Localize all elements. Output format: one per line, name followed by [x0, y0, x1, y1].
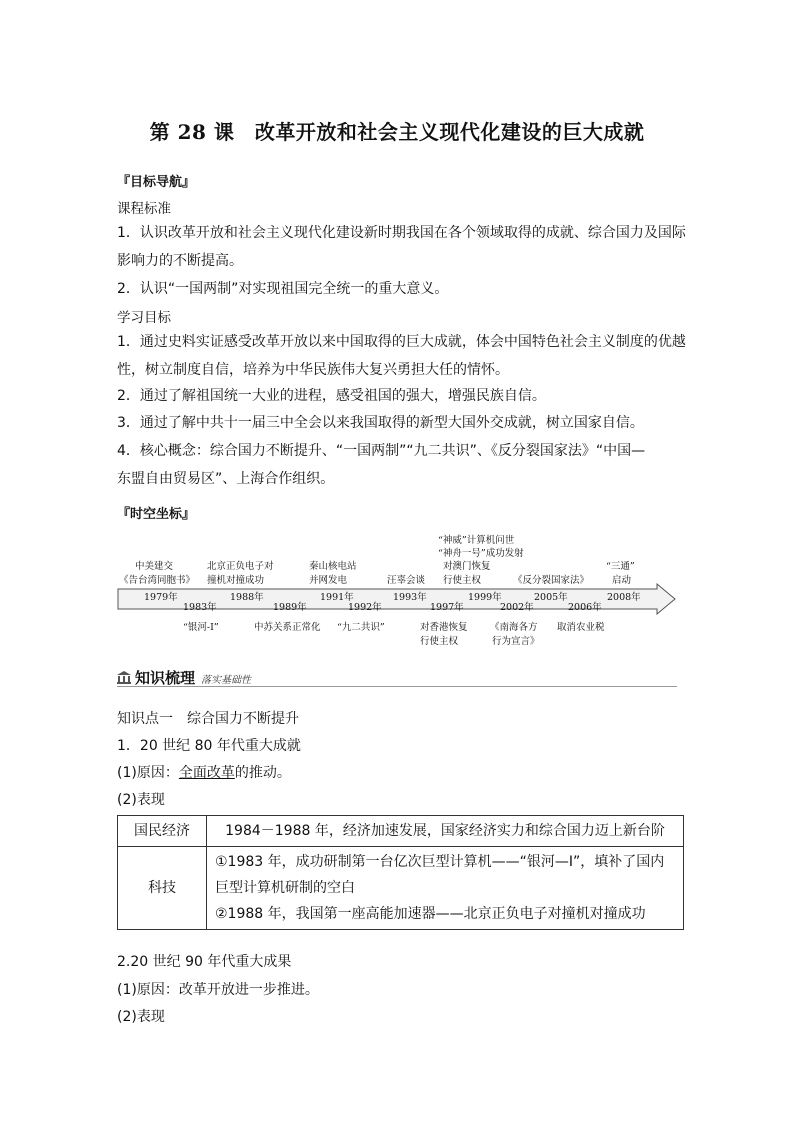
learning-goal-line: 东盟自由贸易区”、上海合作组织。: [117, 471, 335, 487]
building-icon: [117, 671, 131, 684]
timeline-year: 2006年: [568, 602, 602, 613]
course-standard-line: 1．认识改革开放和社会主义现代化建设新时期我国在各个领域取得的成就、综合国力及国际: [117, 225, 686, 241]
kp-item: 1．20 世纪 80 年代重大成就: [117, 738, 301, 754]
timeline-year: 2008年: [607, 592, 641, 603]
timeline-year: 1992年: [348, 602, 382, 613]
timeline-year: 2005年: [534, 592, 568, 603]
timeline-year: 1993年: [393, 592, 427, 603]
kp-cause: (1)原因：改革开放进一步推进。: [117, 982, 319, 998]
timeline-event: 撞机对撞成功: [207, 575, 265, 586]
timeline-event: 行使主权: [420, 636, 459, 647]
timeline-heading: 『时空坐标』: [117, 507, 196, 522]
timeline-event: “三通”: [606, 561, 635, 572]
timeline-event: 秦山核电站: [309, 561, 357, 572]
timeline-event: 《告台湾同胞书》: [119, 575, 196, 586]
kp-performance: (2)表现: [117, 1009, 165, 1025]
timeline-year: 1979年: [144, 592, 178, 603]
course-standard-line: 2．认识“一国两制”对实现祖国完全统一的重大意义。: [117, 281, 449, 297]
timeline-event: “神舟一号”成功发射: [438, 548, 524, 559]
table-cell-text: [207, 847, 684, 930]
timeline-event: “神威”计算机问世: [438, 535, 515, 546]
timeline-year: 2002年: [500, 602, 534, 613]
kp-heading: 知识点一 综合国力不断提升: [117, 711, 299, 727]
table-cell-label: 科技: [118, 847, 207, 930]
timeline-event: 行为宣言》: [492, 636, 540, 647]
timeline-event: 中苏关系正常化: [254, 622, 321, 633]
timeline-event: 对澳门恢复: [443, 561, 491, 572]
timeline-event: 中美建交: [135, 561, 174, 572]
timeline-event: 并网发电: [309, 575, 348, 586]
timeline-event: 对香港恢复: [420, 622, 468, 633]
cause-prefix: (1)原因：: [117, 765, 179, 781]
learning-goal-line: 3．通过了解中共十一届三中全会以来我国取得的新型大国外交成就，树立国家自信。: [117, 415, 644, 431]
timeline-event: 北京正负电子对: [207, 561, 274, 572]
table-line: 巨型计算机研制的空白: [215, 880, 355, 896]
timeline-event: “银河-I”: [183, 622, 219, 633]
learning-goal-line: 2．通过了解祖国统一大业的进程，感受祖国的强大，增强民族自信。: [117, 388, 546, 404]
target-nav-heading: 『目标导航』: [117, 175, 196, 190]
table-cell-label: 国民经济: [118, 816, 207, 847]
timeline-event: 取消农业税: [557, 622, 605, 633]
learning-goal-line: 性，树立制度自信，培养为中华民族伟大复兴勇担大任的情怀。: [117, 362, 509, 378]
cause-suffix: 的推动。: [234, 765, 291, 781]
timeline-event: 汪辜会谈: [387, 575, 426, 586]
section-subtitle: 落实基础性: [201, 675, 252, 686]
course-standard-line: 影响力的不断提高。: [117, 253, 243, 269]
learning-goal-line: 1．通过史料实证感受改革开放以来中国取得的巨大成就，体会中国特色社会主义制度的优越: [117, 334, 686, 350]
table-line: ②1988 年，我国第一座高能加速器——北京正负电子对撞机对撞成功: [215, 906, 646, 922]
timeline-year: 1988年: [230, 592, 264, 603]
kp-performance: (2)表现: [117, 792, 165, 808]
timeline-year: 1983年: [183, 602, 217, 613]
kp-item: 2.20 世纪 90 年代重大成果: [117, 954, 292, 970]
learning-goal-line: 4．核心概念：综合国力不断提升、“一国两制”“九二共识”、《反分裂国家法》“中国—: [117, 443, 646, 459]
cause-key: 全面改革: [178, 765, 235, 781]
section-divider: [117, 686, 677, 687]
timeline-event: 《反分裂国家法》: [513, 575, 590, 586]
timeline-year: 1997年: [430, 602, 464, 613]
timeline-event: 行使主权: [443, 575, 482, 586]
timeline-year: 1991年: [320, 592, 354, 603]
table-row: [118, 847, 684, 930]
timeline-event: “九二共识”: [337, 622, 385, 633]
achievement-table: [117, 815, 684, 930]
table-row: [118, 816, 684, 847]
course-standard-label: 课程标准: [117, 201, 171, 217]
timeline-year: 1999年: [468, 592, 502, 603]
timeline-event: 《南海各方: [490, 622, 538, 633]
kp-cause: [117, 759, 291, 787]
table-line: ①1983 年，成功研制第一台亿次巨型计算机——“银河—Ⅰ”，填补了国内: [215, 854, 665, 870]
section-header: [117, 667, 251, 688]
table-cell-text: 1984－1988 年，经济加速发展，国家经济实力和综合国力迈上新台阶: [207, 816, 684, 847]
timeline-year: 1989年: [273, 602, 307, 613]
learning-goal-label: 学习目标: [117, 310, 171, 326]
page-title: 第 28 课 改革开放和社会主义现代化建设的巨大成就: [149, 120, 645, 144]
timeline-event: 启动: [612, 575, 632, 586]
section-title: 知识梳理: [135, 669, 196, 687]
